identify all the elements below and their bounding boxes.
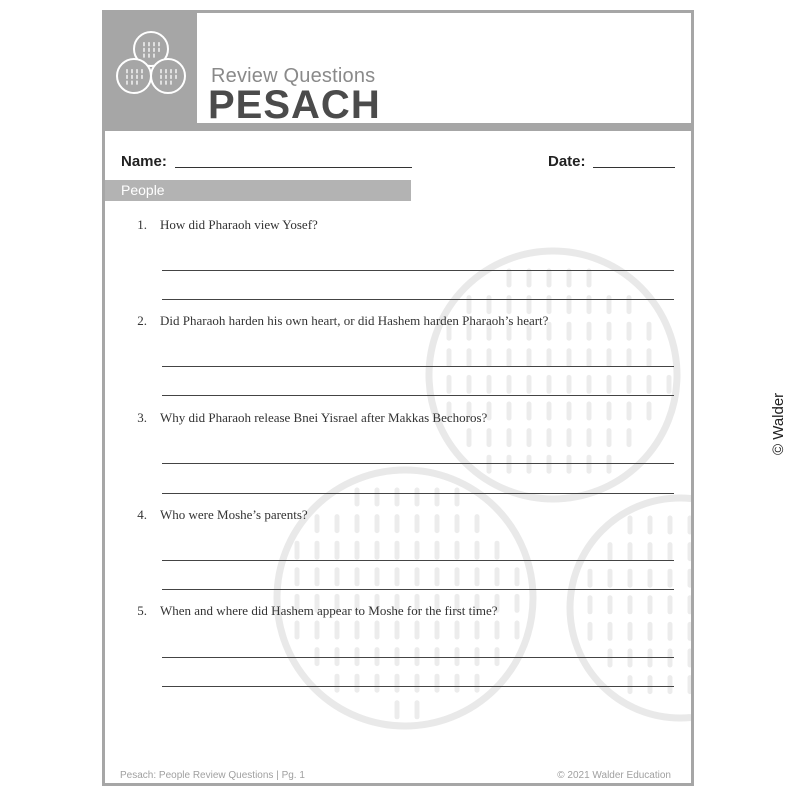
question-text: How did Pharaoh view Yosef? xyxy=(160,217,318,232)
question-text: When and where did Hashem appear to Moshe for the first time? xyxy=(160,603,498,618)
section-label: People xyxy=(121,182,165,198)
side-credit: © Walder xyxy=(770,392,787,455)
answer-line[interactable] xyxy=(162,463,674,464)
date-label: Date: xyxy=(548,153,586,170)
date-field[interactable] xyxy=(593,167,675,168)
answer-line[interactable] xyxy=(162,657,674,658)
answer-line[interactable] xyxy=(162,270,674,271)
answer-line[interactable] xyxy=(162,395,674,396)
header-band xyxy=(105,123,691,131)
question-number: 2. xyxy=(137,313,147,328)
worksheet-subtitle: Review Questions xyxy=(211,65,376,87)
question-text: Who were Moshe’s parents? xyxy=(160,507,308,522)
name-field[interactable] xyxy=(175,167,412,168)
footer-page-label: Pesach: People Review Questions | Pg. 1 xyxy=(120,770,305,781)
question-number: 5. xyxy=(137,603,147,618)
logo-box xyxy=(105,13,197,123)
answer-line[interactable] xyxy=(162,560,674,561)
question-number: 4. xyxy=(137,507,147,522)
question-text: Why did Pharaoh release Bnei Yisrael after Makkas Bechoros? xyxy=(160,410,488,425)
question-number: 3. xyxy=(137,410,147,425)
answer-line[interactable] xyxy=(162,366,674,367)
worksheet-title: PESACH xyxy=(208,83,381,127)
answer-line[interactable] xyxy=(162,493,674,494)
answer-line[interactable] xyxy=(162,299,674,300)
footer-copyright: © 2021 Walder Education xyxy=(557,770,671,781)
worksheet-page xyxy=(102,10,694,786)
matzah-logo-icon xyxy=(105,13,197,123)
question-number: 1. xyxy=(137,217,147,232)
answer-line[interactable] xyxy=(162,589,674,590)
question-text: Did Pharaoh harden his own heart, or did Hashem harden Pharaoh’s heart? xyxy=(160,313,549,328)
section-bar xyxy=(105,180,411,201)
name-label: Name: xyxy=(121,153,167,170)
answer-line[interactable] xyxy=(162,686,674,687)
